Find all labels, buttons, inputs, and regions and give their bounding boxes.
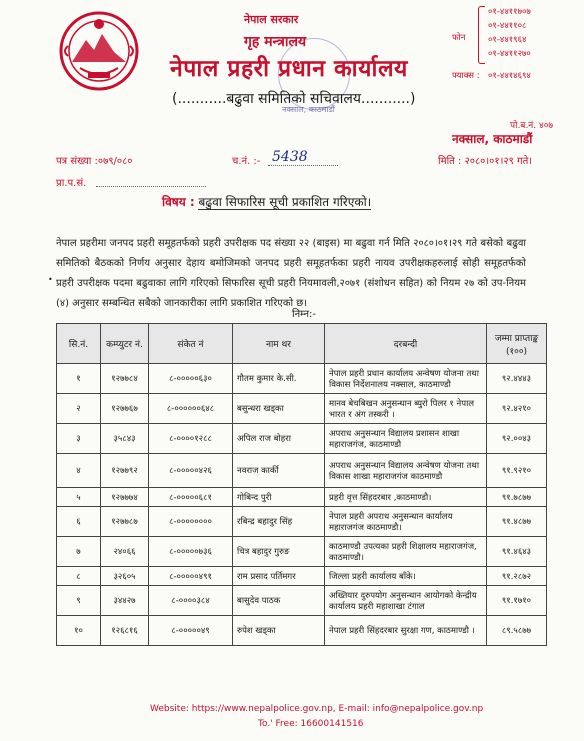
cell-computer-no: १२७७७४ bbox=[101, 488, 149, 507]
cell-serial: २ bbox=[57, 394, 101, 424]
cell-code-no: ८-००००१२८८ bbox=[149, 424, 233, 454]
stamp-text: नक्साल, काठमाडौं bbox=[282, 105, 335, 114]
header-name: नाम थर bbox=[233, 324, 325, 364]
table-row bbox=[57, 537, 547, 567]
cell-serial: ४ bbox=[57, 454, 101, 488]
cell-serial: ५ bbox=[57, 488, 101, 507]
cell-computer-no: ३५८४३ bbox=[101, 424, 149, 454]
recipient-underline bbox=[96, 186, 206, 187]
cell-computer-no: ३२६०५ bbox=[101, 567, 149, 586]
table-row bbox=[57, 394, 547, 424]
table-row bbox=[57, 424, 547, 454]
cell-computer-no: १२७७८७ bbox=[101, 507, 149, 537]
cell-name: नवराज कार्की bbox=[233, 454, 325, 488]
table-row bbox=[57, 364, 547, 394]
header-computer-no: कम्प्युटर नं. bbox=[101, 324, 149, 364]
header-serial: सि.नं. bbox=[57, 324, 101, 364]
cell-post: प्रहरी वृत्त सिंहदरबार ,काठमाण्डौ। bbox=[325, 488, 487, 507]
cell-code-no: ८-०००००४९१ bbox=[149, 567, 233, 586]
footer-tollfree: To.' Free: 16600141516 bbox=[258, 719, 364, 729]
cell-computer-no: ३४४२७ bbox=[101, 586, 149, 616]
cell-score: ९१.१७१० bbox=[487, 586, 547, 616]
cell-code-no: ८-०००००४९ bbox=[149, 616, 233, 646]
cell-score: ९२.००४३ bbox=[487, 424, 547, 454]
cell-code-no: ८-०००००६८१ bbox=[149, 488, 233, 507]
table-row bbox=[57, 586, 547, 616]
cell-serial: १० bbox=[57, 616, 101, 646]
cell-post: अख्तियार दुरुपयोग अनुसन्धान आयोगको केन्द्रीय कार्यालय प्रहरी महाशाखा टंगाल bbox=[325, 586, 487, 616]
footer-website: Website: https://www.nepalpolice.gov.np, E-mail: info@nepalpolice.gov.np bbox=[150, 704, 484, 714]
subject-text: बढुवा सिफारिस सूची प्रकाशित गरिएको। bbox=[198, 195, 372, 209]
office-title: नेपाल प्रहरी प्रधान कार्यालय bbox=[170, 56, 408, 82]
phone-label: फोन bbox=[452, 33, 466, 43]
cell-score: ९१.७८७७ bbox=[487, 488, 547, 507]
recipient-label: प्रा.प.सं. bbox=[56, 178, 87, 189]
government-name: नेपाल सरकार bbox=[244, 13, 299, 26]
cell-score: ९१.२८७२ bbox=[487, 567, 547, 586]
table-header-row bbox=[57, 324, 547, 364]
cell-post: नेपाल प्रहरी सिंहदरबार सुरक्षा गण, काठमाण्डौ । bbox=[325, 616, 487, 646]
cell-name: चित्र बहादुर गुरुङ bbox=[233, 537, 325, 567]
cell-post: नेपाल प्रहरी प्रधान कार्यालय अन्वेषण योजना तथा विकास निर्देशनालय नक्साल, काठमाण्डौ bbox=[325, 364, 487, 394]
cell-code-no: ८-०००००००० bbox=[149, 507, 233, 537]
phone-number-2: ०१-४४११०८ bbox=[488, 21, 527, 31]
cell-name: अपिल राज बोहरा bbox=[233, 424, 325, 454]
cell-name: गौतम कुमार के.सी. bbox=[233, 364, 325, 394]
ministry-name: गृह मन्त्रालय bbox=[244, 34, 307, 50]
cell-computer-no: २४०६६ bbox=[101, 537, 149, 567]
recommendation-table bbox=[56, 323, 547, 646]
phone-number-4: ०१-४४११२७० bbox=[488, 49, 531, 59]
cell-name: गोबिन्द पुरी bbox=[233, 488, 325, 507]
table-row bbox=[57, 488, 547, 507]
cell-serial: ३ bbox=[57, 424, 101, 454]
dispatch-underline bbox=[268, 165, 338, 166]
header-post: दरबन्दी bbox=[325, 324, 487, 364]
table-row bbox=[57, 616, 547, 646]
cell-score: ८९.५८७७ bbox=[487, 616, 547, 646]
margin-mark: • bbox=[48, 275, 53, 284]
cell-name: रबिन्द्र बहादुर सिंह bbox=[233, 507, 325, 537]
cell-code-no: ८-०००००६३० bbox=[149, 364, 233, 394]
phone-number-3: ०१-४४१९६४ bbox=[488, 35, 527, 45]
cell-code-no: ८-००००००६४८ bbox=[149, 394, 233, 424]
cell-score: ९२.४४४३ bbox=[487, 364, 547, 394]
cell-serial: ७ bbox=[57, 537, 101, 567]
fax-label: फ्याक्स : bbox=[452, 71, 480, 81]
cell-score: ९१.९२१० bbox=[487, 454, 547, 488]
cell-computer-no: १२७७६७ bbox=[101, 394, 149, 424]
office-location: नक्साल, काठमाडौं bbox=[452, 132, 533, 146]
cell-name: बसुन्धरा खड्का bbox=[233, 394, 325, 424]
table-row bbox=[57, 567, 547, 586]
dispatch-number: 5438 bbox=[272, 149, 308, 165]
subject-line bbox=[162, 193, 371, 210]
cell-computer-no: १२७७९२ bbox=[101, 454, 149, 488]
fax-number: ०१-४४१४६९४ bbox=[488, 71, 531, 81]
cell-computer-no: १२७७८४ bbox=[101, 364, 149, 394]
phone-brace bbox=[478, 6, 485, 64]
cell-post: नेपाल प्रहरी अपराध अनुसन्धान कार्यालय महाराजगंज काठमाण्डौ। bbox=[325, 507, 487, 537]
cell-score: ९१.४८७७ bbox=[487, 507, 547, 537]
table-caption: निम्न:- bbox=[292, 309, 317, 320]
table-row bbox=[57, 507, 547, 537]
cell-serial: १ bbox=[57, 364, 101, 394]
cell-post: अपराध अनुसन्धान विद्यालय अन्वेषण योजना तथा विकास शाखा महाराजगंज काठमाण्डौ bbox=[325, 454, 487, 488]
dispatch-label: च.नं. :- bbox=[232, 156, 261, 167]
table-row bbox=[57, 454, 547, 488]
cell-serial: ६ bbox=[57, 507, 101, 537]
letter-date: मिति : २०८०।०१।२९ गते। bbox=[438, 156, 533, 167]
letter-number: पत्र संख्या :०७९/०८० bbox=[56, 156, 133, 167]
po-box: पो.ब.नं. ४०७ bbox=[510, 121, 554, 131]
body-paragraph: नेपाल प्रहरीमा जनपद प्रहरी समूहतर्फको प्रहरी उपरीक्षक पद संख्या २२ (बाइस) मा बढुवा गर्न मिति २०८०।०१।२९ गते बसेको बढुवा समितिको बैठकको निर्णय अनुसार देहाय बमोजिमको जनपद प्रहरी समूहतर्फका प्रहरी नायव उपरीक्षकहरुलाई सोही समूहतर्फको प्रहरी उपरीक्षक पदमा बढुवाका लागि गरिएको सिफारिस सूची प्रहरी नियमावली,२०७१ (संशोधन सहित) को नियम २७ को उप-नियम (४) अनुसार सम्बन्धित सबैको जानकारीका लागि प्रकाशित गरिएको छ। bbox=[56, 238, 526, 309]
cell-post: अपराध अनुसन्धान विद्यालय प्रशासन शाखा महाराजगंज, काठमाण्डौ bbox=[325, 424, 487, 454]
cell-score: ९१.४६४३ bbox=[487, 537, 547, 567]
cell-post: काठमाण्डौ उपत्यका प्रहरी शिक्षालय महाराजगंज, काठमाण्डौ। bbox=[325, 537, 487, 567]
subject-label: विषय : bbox=[162, 195, 195, 209]
cell-code-no: ८-०००००७३६ bbox=[149, 537, 233, 567]
cell-name: बासुदेव पाठक bbox=[233, 586, 325, 616]
cell-name: राम प्रसाद पर्तिमगर bbox=[233, 567, 325, 586]
cell-serial: ९ bbox=[57, 586, 101, 616]
cell-serial: ८ bbox=[57, 567, 101, 586]
cell-post: मानव बेचबिखन अनुसन्धान ब्युरो पिलर १ नेपाल भारत र अंग तस्करी । bbox=[325, 394, 487, 424]
cell-computer-no: १२६८१६ bbox=[101, 616, 149, 646]
cell-code-no: ८-००००३८४ bbox=[149, 586, 233, 616]
cell-post: जिल्ला प्रहरी कार्यालय बाँके। bbox=[325, 567, 487, 586]
cell-code-no: ८-०००००४२६ bbox=[149, 454, 233, 488]
phone-number-1: ०१-४४११७०७ bbox=[488, 7, 531, 17]
header-code-no: संकेत नं bbox=[149, 324, 233, 364]
cell-score: ९२.४२१० bbox=[487, 394, 547, 424]
header-total-score: जम्मा प्राप्ताङ्क (१००) bbox=[487, 324, 547, 364]
cell-name: रुपेश खड्का bbox=[233, 616, 325, 646]
secretariat-title: (...........बढुवा समितिको सचिवालय...........) bbox=[172, 91, 416, 107]
nepal-emblem-icon bbox=[58, 10, 140, 92]
